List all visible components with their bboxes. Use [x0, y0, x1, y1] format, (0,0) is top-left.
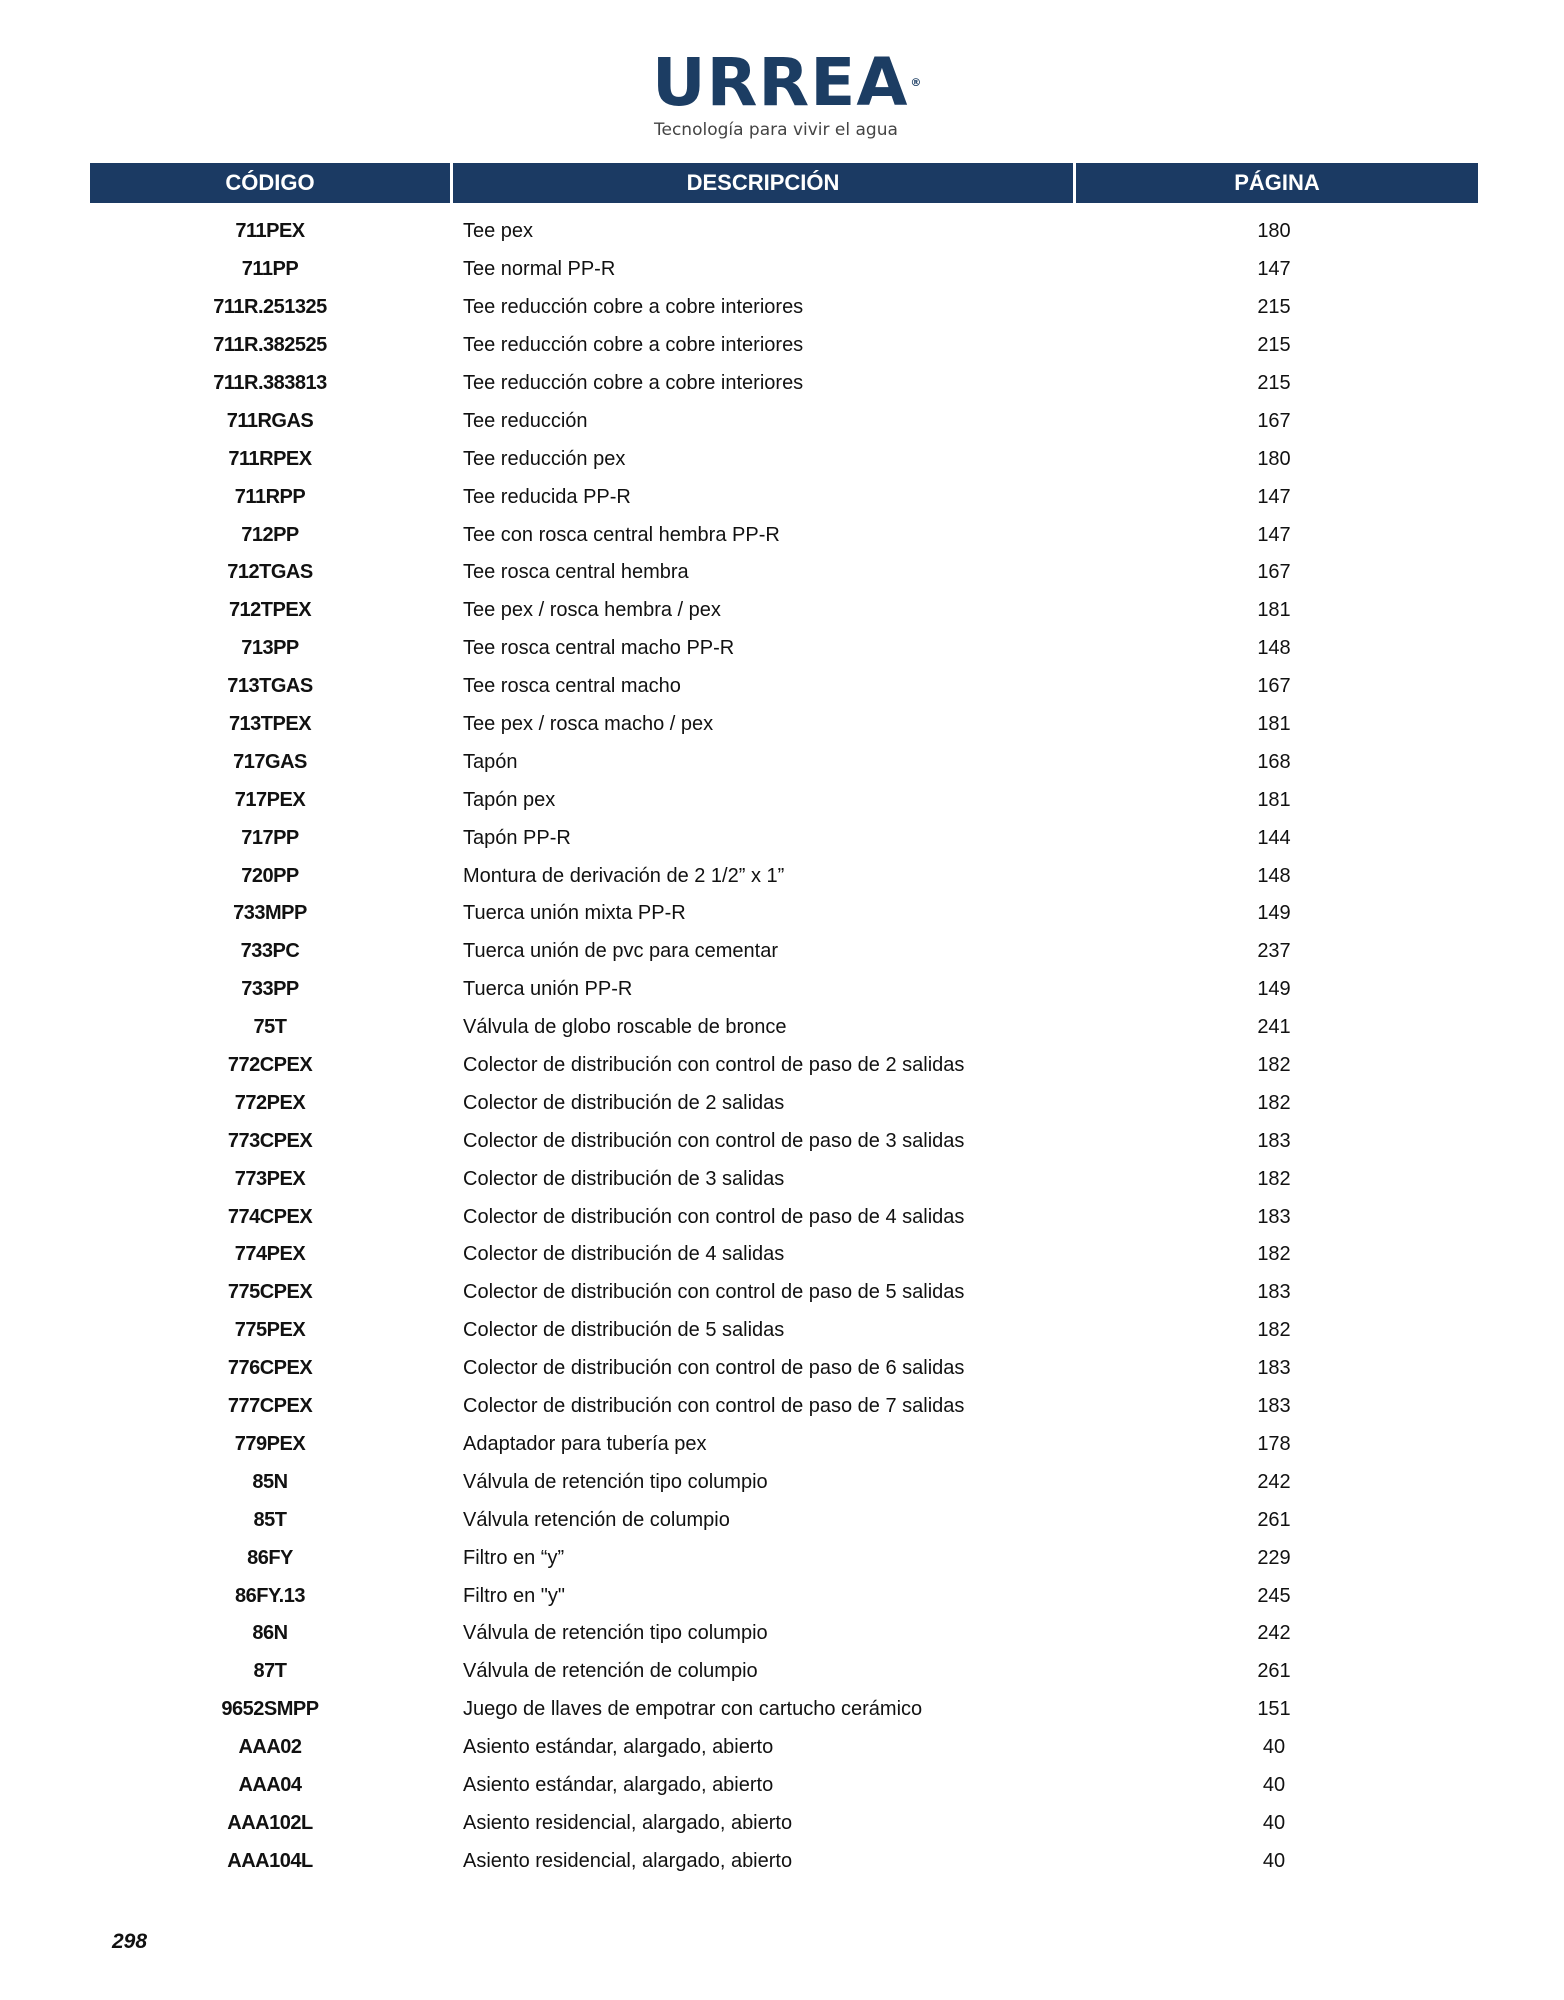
- description-cell: Tapón: [463, 750, 518, 773]
- table-row: [90, 1350, 1478, 1388]
- code-cell: 711RPP: [234, 485, 306, 508]
- code-cell: 9652SMPP: [221, 1698, 319, 1721]
- description-cell: Colector de distribución con control de paso de 3 salidas: [463, 1129, 965, 1152]
- page-cell: 182: [1257, 1054, 1291, 1077]
- table-row: [90, 1691, 1478, 1729]
- table-row: [90, 933, 1478, 971]
- description-cell: Válvula de retención tipo columpio: [463, 1470, 768, 1493]
- description-cell: Válvula de retención de columpio: [463, 1660, 758, 1683]
- table-row: [90, 895, 1478, 933]
- description-cell: Tee pex: [463, 220, 534, 243]
- table-row: [90, 819, 1478, 857]
- code-cell: 773PEX: [234, 1167, 306, 1190]
- page-cell: 147: [1257, 523, 1291, 546]
- table-row: [90, 971, 1478, 1009]
- code-cell: 711R.251325: [213, 296, 327, 319]
- table-row: [90, 478, 1478, 516]
- description-cell: Tee rosca central macho: [463, 675, 681, 698]
- table-body: [90, 213, 1478, 1880]
- code-cell: AAA104L: [227, 1849, 313, 1872]
- page-cell: 181: [1257, 713, 1291, 736]
- description-cell: Filtro en “y”: [463, 1546, 565, 1569]
- code-cell: 712TPEX: [228, 599, 312, 622]
- page-cell: 149: [1257, 902, 1291, 925]
- table-row: [90, 327, 1478, 365]
- page-number: 298: [112, 1930, 148, 1953]
- page-cell: 180: [1257, 447, 1291, 470]
- table-row: [90, 1084, 1478, 1122]
- code-cell: 772CPEX: [227, 1054, 313, 1077]
- page-cell: 215: [1257, 372, 1291, 394]
- page-cell: 215: [1257, 296, 1291, 319]
- page-cell: 237: [1257, 940, 1291, 963]
- page-cell: 178: [1257, 1432, 1291, 1455]
- description-cell: Tuerca unión de pvc para cementar: [463, 940, 778, 963]
- table-row: [90, 1615, 1478, 1653]
- table-row: [90, 365, 1478, 403]
- code-cell: 86N: [252, 1622, 288, 1645]
- table-row: [90, 1501, 1478, 1539]
- page-cell: 168: [1257, 750, 1291, 773]
- description-cell: Tapón PP-R: [463, 826, 571, 849]
- description-cell: Tee reducción: [463, 409, 588, 432]
- code-cell: AAA02: [238, 1736, 302, 1759]
- code-cell: 733PC: [240, 940, 300, 963]
- table-row: [90, 1729, 1478, 1767]
- description-cell: Colector de distribución de 2 salidas: [463, 1091, 785, 1114]
- page-cell: 182: [1257, 1167, 1291, 1190]
- table-row: [90, 630, 1478, 668]
- description-cell: Asiento residencial, alargado, abierto: [463, 1849, 793, 1872]
- description-cell: Juego de llaves de empotrar con cartucho cerámico: [463, 1698, 923, 1721]
- column-header-description: DESCRIPCIÓN: [453, 163, 1073, 203]
- code-cell: AAA102L: [227, 1811, 313, 1834]
- code-cell: 711R.383813: [213, 372, 327, 394]
- code-cell: 774CPEX: [227, 1205, 313, 1228]
- table-row: [90, 1312, 1478, 1350]
- code-cell: 717PEX: [234, 788, 306, 811]
- description-cell: Colector de distribución de 3 salidas: [463, 1167, 785, 1190]
- page-cell: 183: [1257, 1281, 1291, 1304]
- description-cell: Colector de distribución con control de paso de 4 salidas: [463, 1205, 965, 1228]
- table-row: [90, 1577, 1478, 1615]
- table-row: [90, 1047, 1478, 1085]
- description-cell: Tee pex / rosca hembra / pex: [463, 599, 721, 622]
- page-cell: 180: [1257, 220, 1291, 243]
- code-cell: 776CPEX: [227, 1357, 313, 1380]
- code-cell: 75T: [253, 1016, 287, 1039]
- code-cell: 86FY: [247, 1546, 293, 1569]
- code-cell: 712TGAS: [227, 561, 313, 584]
- table-row: [90, 516, 1478, 554]
- description-cell: Tee reducción pex: [463, 447, 626, 470]
- description-cell: Colector de distribución con control de paso de 2 salidas: [463, 1054, 965, 1077]
- description-cell: Tee normal PP-R: [463, 258, 616, 281]
- code-cell: 711RGAS: [226, 409, 314, 432]
- table-row: [90, 554, 1478, 592]
- table-row: [90, 706, 1478, 744]
- description-cell: Colector de distribución de 5 salidas: [463, 1319, 785, 1342]
- page-cell: 245: [1257, 1584, 1291, 1607]
- page-cell: 241: [1257, 1016, 1291, 1039]
- page-cell: 151: [1257, 1698, 1291, 1721]
- table-row: [90, 1274, 1478, 1312]
- page-cell: 182: [1257, 1091, 1291, 1114]
- table-row: [90, 1804, 1478, 1842]
- table-row: [90, 251, 1478, 289]
- code-cell: 711PP: [241, 258, 299, 281]
- table-row: [90, 1653, 1478, 1691]
- description-cell: Tuerca unión mixta PP-R: [463, 902, 686, 925]
- description-cell: Válvula de globo roscable de bronce: [463, 1016, 787, 1039]
- description-cell: Colector de distribución con control de paso de 6 salidas: [463, 1357, 965, 1380]
- description-cell: Asiento estándar, alargado, abierto: [463, 1773, 774, 1796]
- page-cell: 40: [1262, 1849, 1286, 1872]
- code-cell: 775CPEX: [227, 1281, 313, 1304]
- description-cell: Tee pex / rosca macho / pex: [463, 713, 714, 736]
- description-cell: Tee con rosca central hembra PP-R: [463, 523, 780, 546]
- page-cell: 182: [1257, 1319, 1291, 1342]
- page-cell: 242: [1257, 1470, 1291, 1493]
- page-cell: 40: [1262, 1773, 1286, 1796]
- page-cell: 183: [1257, 1129, 1291, 1152]
- table-row: [90, 1236, 1478, 1274]
- code-cell: 777CPEX: [227, 1395, 313, 1418]
- code-cell: 86FY.13: [235, 1584, 305, 1607]
- page-cell: 40: [1262, 1811, 1286, 1834]
- code-cell: 779PEX: [234, 1432, 306, 1455]
- page-cell: 229: [1257, 1546, 1291, 1569]
- table-row: [90, 1009, 1478, 1047]
- code-cell: 713TGAS: [227, 675, 313, 698]
- brand-logo: [652, 44, 923, 140]
- page-cell: 183: [1257, 1395, 1291, 1418]
- page-cell: 167: [1257, 561, 1291, 584]
- table-row: [90, 1198, 1478, 1236]
- description-cell: Tapón pex: [463, 788, 556, 811]
- table-row: [90, 781, 1478, 819]
- page-cell: 144: [1257, 826, 1291, 849]
- table-row: [90, 592, 1478, 630]
- description-cell: Filtro en "y": [463, 1584, 566, 1607]
- description-cell: Colector de distribución con control de paso de 7 salidas: [463, 1395, 965, 1418]
- description-cell: Montura de derivación de 2 1/2” x 1”: [463, 864, 785, 887]
- table-row: [90, 857, 1478, 895]
- table-row: [90, 1842, 1478, 1880]
- page-cell: 181: [1257, 788, 1291, 811]
- code-cell: 720PP: [241, 864, 299, 887]
- code-cell: 772PEX: [234, 1091, 306, 1114]
- code-cell: AAA04: [238, 1773, 302, 1796]
- table-row: [90, 213, 1478, 251]
- table-header: [90, 163, 1478, 203]
- brand-tagline: Tecnología para vivir el agua: [654, 120, 898, 140]
- table-row: [90, 402, 1478, 440]
- description-cell: Tee reducida PP-R: [463, 485, 631, 508]
- table-row: [90, 1160, 1478, 1198]
- description-cell: Asiento estándar, alargado, abierto: [463, 1736, 774, 1759]
- description-cell: Tee reducción cobre a cobre interiores: [463, 334, 804, 357]
- description-cell: Colector de distribución con control de paso de 5 salidas: [463, 1281, 965, 1304]
- registered-mark: ®: [910, 76, 923, 89]
- code-cell: 774PEX: [234, 1243, 306, 1266]
- page-cell: 149: [1257, 978, 1291, 1001]
- table-row: [90, 1767, 1478, 1805]
- page-cell: 147: [1257, 485, 1291, 508]
- page-cell: 167: [1257, 675, 1291, 698]
- description-cell: Asiento residencial, alargado, abierto: [463, 1811, 793, 1834]
- page-cell: 148: [1257, 864, 1291, 887]
- code-cell: 712PP: [241, 523, 299, 546]
- code-cell: 733PP: [241, 978, 299, 1001]
- table-row: [90, 1539, 1478, 1577]
- page-cell: 261: [1257, 1508, 1291, 1531]
- table-row: [90, 289, 1478, 327]
- page-cell: 261: [1257, 1660, 1291, 1683]
- table-row: [90, 1122, 1478, 1160]
- code-cell: 713TPEX: [228, 713, 312, 736]
- page-cell: 183: [1257, 1357, 1291, 1380]
- page-cell: 148: [1257, 637, 1291, 660]
- page-cell: 183: [1257, 1205, 1291, 1228]
- description-cell: Tee rosca central hembra: [463, 561, 689, 584]
- code-cell: 85N: [252, 1470, 288, 1493]
- column-header-page: PÁGINA: [1076, 163, 1478, 203]
- description-cell: Tuerca unión PP-R: [463, 978, 633, 1001]
- code-cell: 717GAS: [233, 750, 307, 773]
- page-cell: 147: [1257, 258, 1291, 281]
- code-cell: 711RPEX: [228, 447, 312, 470]
- code-cell: 717PP: [241, 826, 299, 849]
- code-cell: 775PEX: [234, 1319, 306, 1342]
- code-cell: 773CPEX: [227, 1129, 313, 1152]
- description-cell: Colector de distribución de 4 salidas: [463, 1243, 785, 1266]
- code-cell: 711R.382525: [213, 334, 327, 357]
- code-cell: 87T: [253, 1660, 287, 1683]
- table-row: [90, 1388, 1478, 1426]
- table-row: [90, 1426, 1478, 1464]
- table-row: [90, 743, 1478, 781]
- code-cell: 711PEX: [235, 220, 305, 243]
- description-cell: Tee reducción cobre a cobre interiores: [463, 372, 804, 394]
- code-cell: 713PP: [241, 637, 299, 660]
- code-cell: 733MPP: [233, 902, 307, 925]
- description-cell: Adaptador para tubería pex: [463, 1432, 707, 1455]
- page-cell: 182: [1257, 1243, 1291, 1266]
- page-cell: 215: [1257, 334, 1291, 357]
- table-row: [90, 668, 1478, 706]
- description-cell: Válvula retención de columpio: [463, 1508, 730, 1531]
- table-row: [90, 1463, 1478, 1501]
- description-cell: Válvula de retención tipo columpio: [463, 1622, 768, 1645]
- code-cell: 85T: [253, 1508, 287, 1531]
- description-cell: Tee rosca central macho PP-R: [463, 637, 735, 660]
- page-cell: 167: [1257, 409, 1291, 432]
- page-cell: 181: [1257, 599, 1291, 622]
- brand-wordmark: URREA ®: [652, 44, 923, 121]
- description-cell: Tee reducción cobre a cobre interiores: [463, 296, 804, 319]
- page-cell: 40: [1262, 1736, 1286, 1759]
- column-header-code: CÓDIGO: [90, 163, 450, 203]
- page-cell: 242: [1257, 1622, 1291, 1645]
- table-row: [90, 440, 1478, 478]
